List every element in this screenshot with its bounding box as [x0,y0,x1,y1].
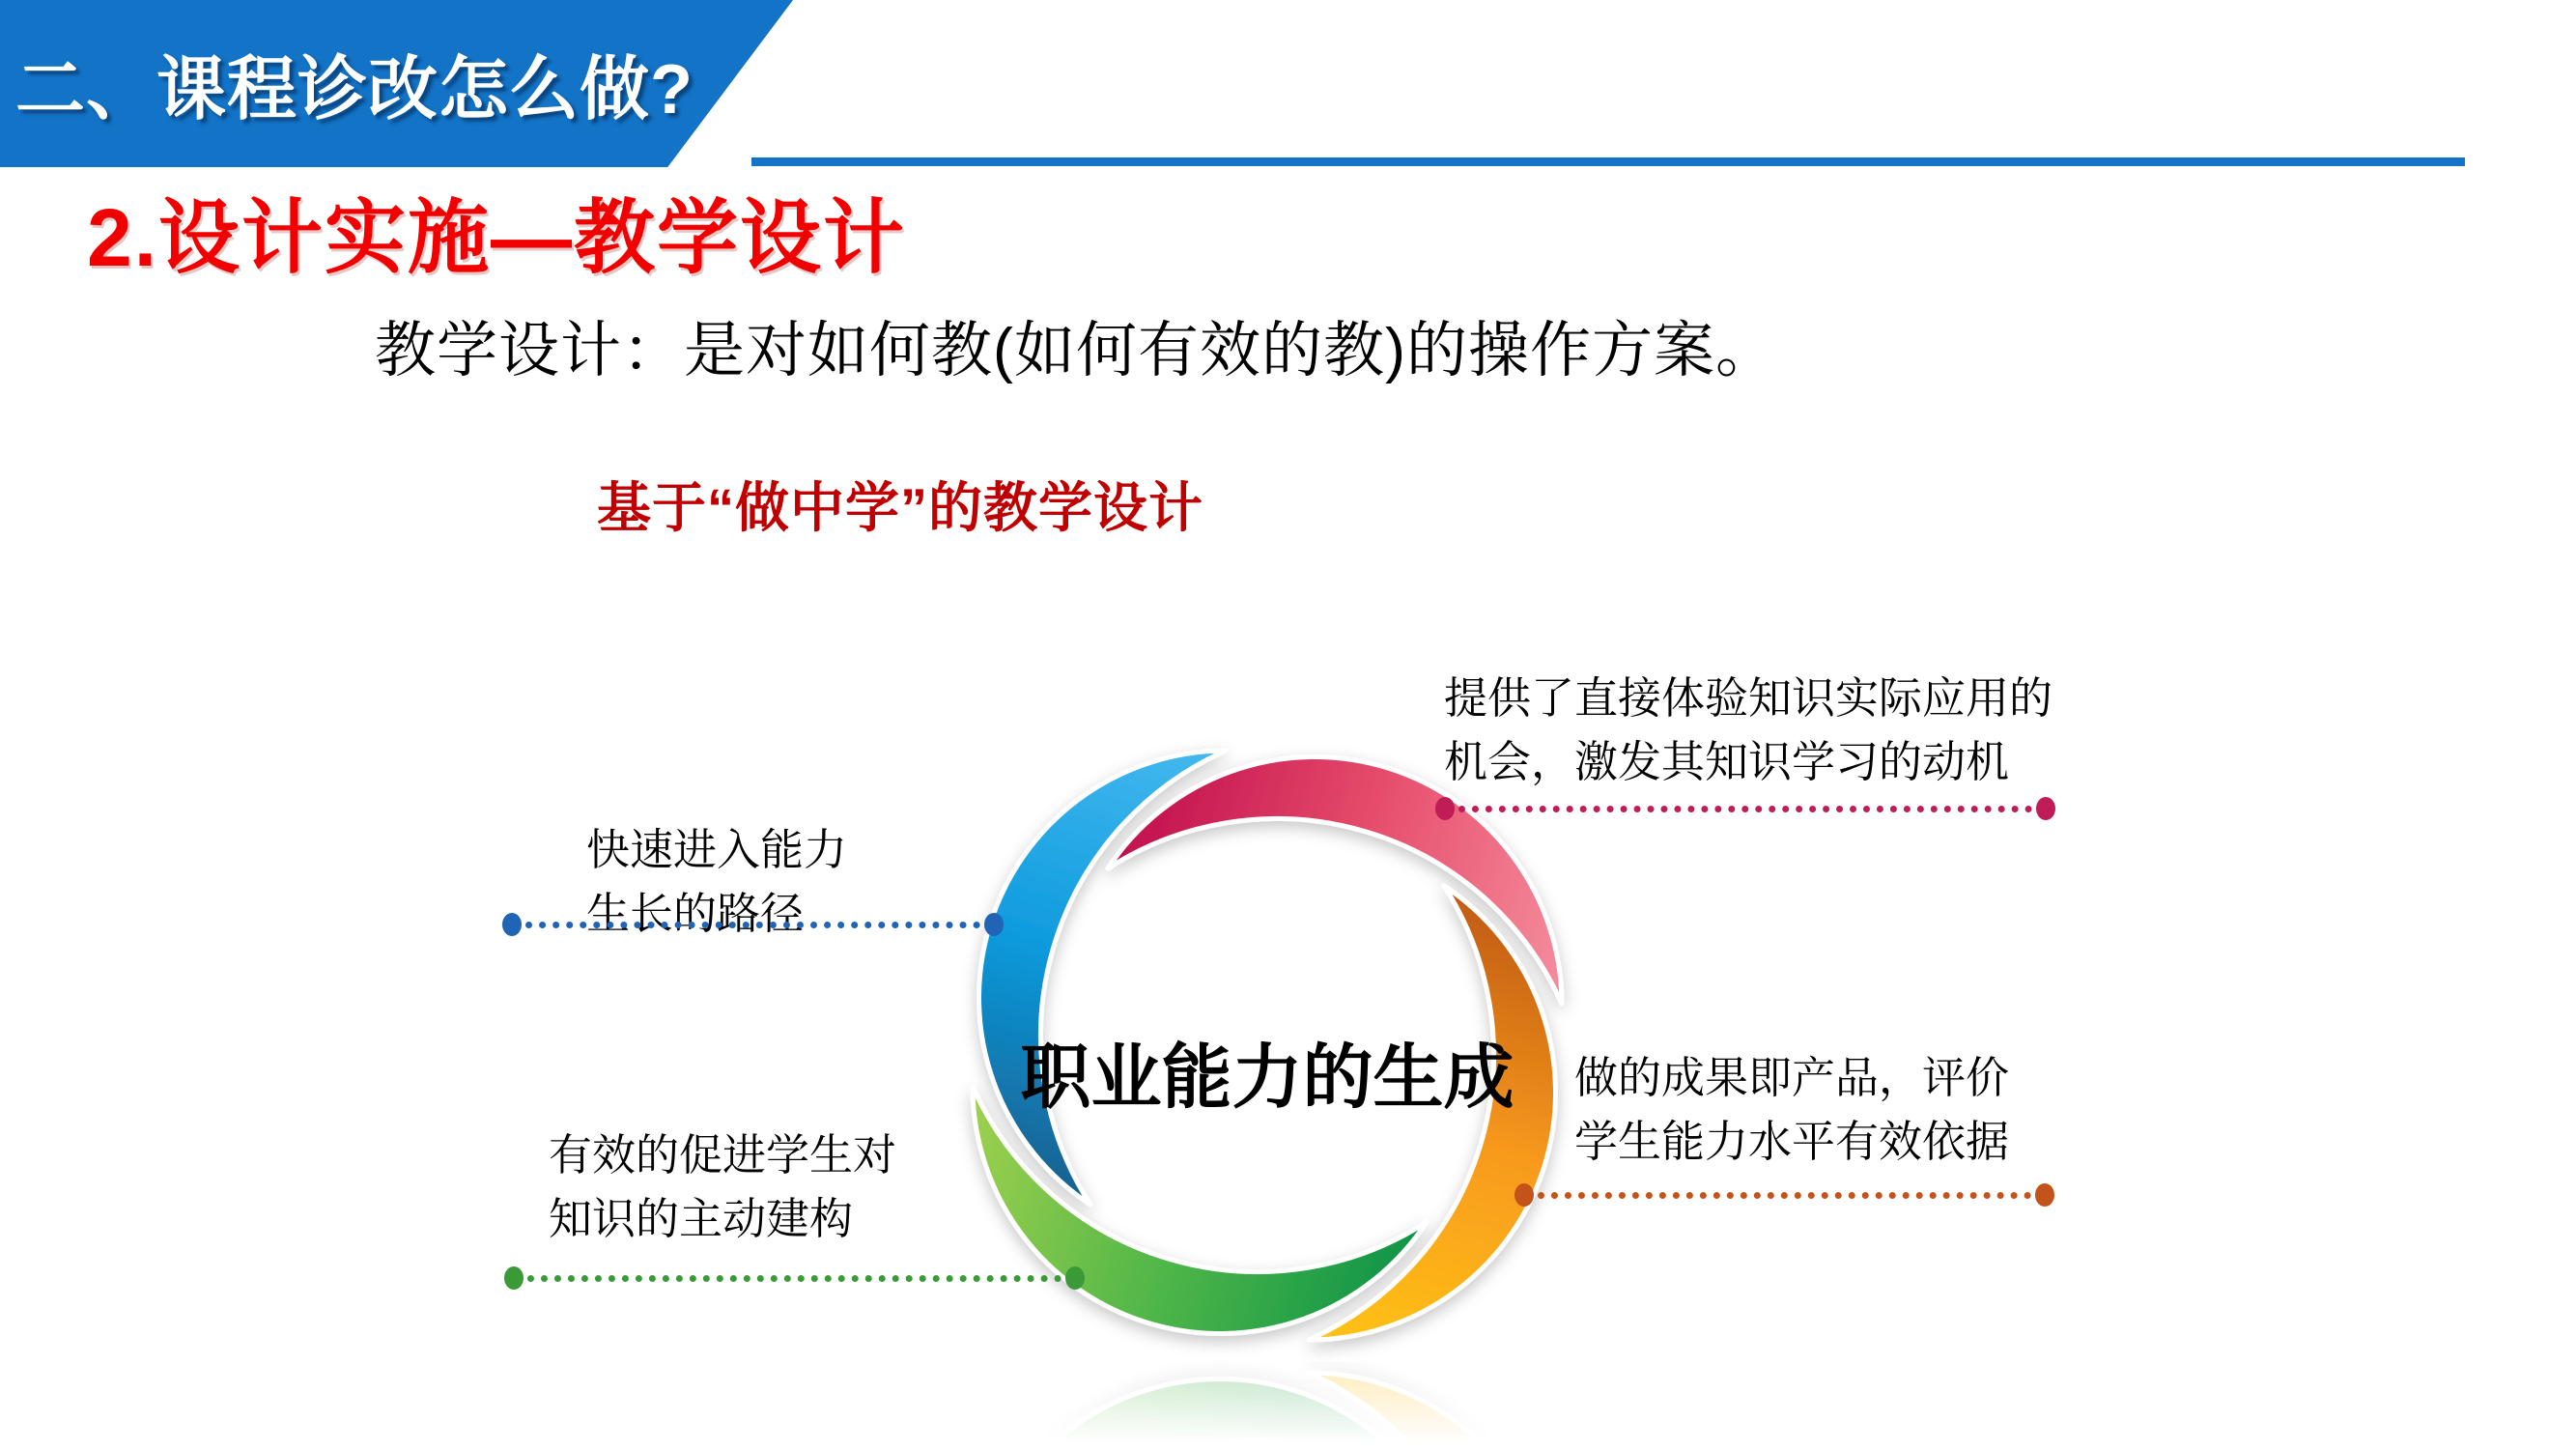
callout-right-bottom [1574,1046,2009,1174]
leader-dot [2035,1183,2054,1207]
callout-line: 学生能力水平有效依据 [1574,1117,2010,1166]
callout-line: 知识的主动建构 [549,1194,854,1243]
leader-dot [1065,1266,1085,1290]
callout-line: 有效的促进学生对 [549,1130,897,1180]
leader-line-right-bottom [1524,1192,2045,1199]
leader-dot [1435,797,1455,820]
callout-line: 做的成果即产品，评价 [1574,1053,2010,1102]
callout-left-bottom [549,1123,896,1251]
callout-top-right [1444,667,2052,794]
callout-line: 生长的路径 [586,889,805,938]
leader-line-top-right [1445,806,2046,812]
leader-line-left-bottom [514,1275,1075,1282]
leader-line-left-top [512,922,994,928]
section-title: 二、课程诊改怎么做? [15,51,694,128]
callout-line: 提供了直接体验知识实际应用的 [1444,673,2053,723]
leader-dot [2036,797,2055,820]
leader-dot [502,913,522,936]
subtitle-text: 基于“做中学”的教学设计 [597,477,1203,538]
callout-line: 快速进入能力 [586,825,848,874]
ring-reflection [939,1362,1596,1450]
definition-text: 教学设计：是对如何教(如何有效的教)的操作方案。 [375,317,1777,384]
page-title: 2.设计实施—教学设计 [87,192,907,283]
leader-dot [984,913,1004,936]
leader-dot [504,1266,524,1290]
ring-center-label: 职业能力的生成 [1020,1038,1514,1117]
callout-line: 机会，激发其知识学习的动机 [1444,737,2010,786]
leader-dot [1514,1183,1534,1207]
header-rule [751,157,2465,166]
